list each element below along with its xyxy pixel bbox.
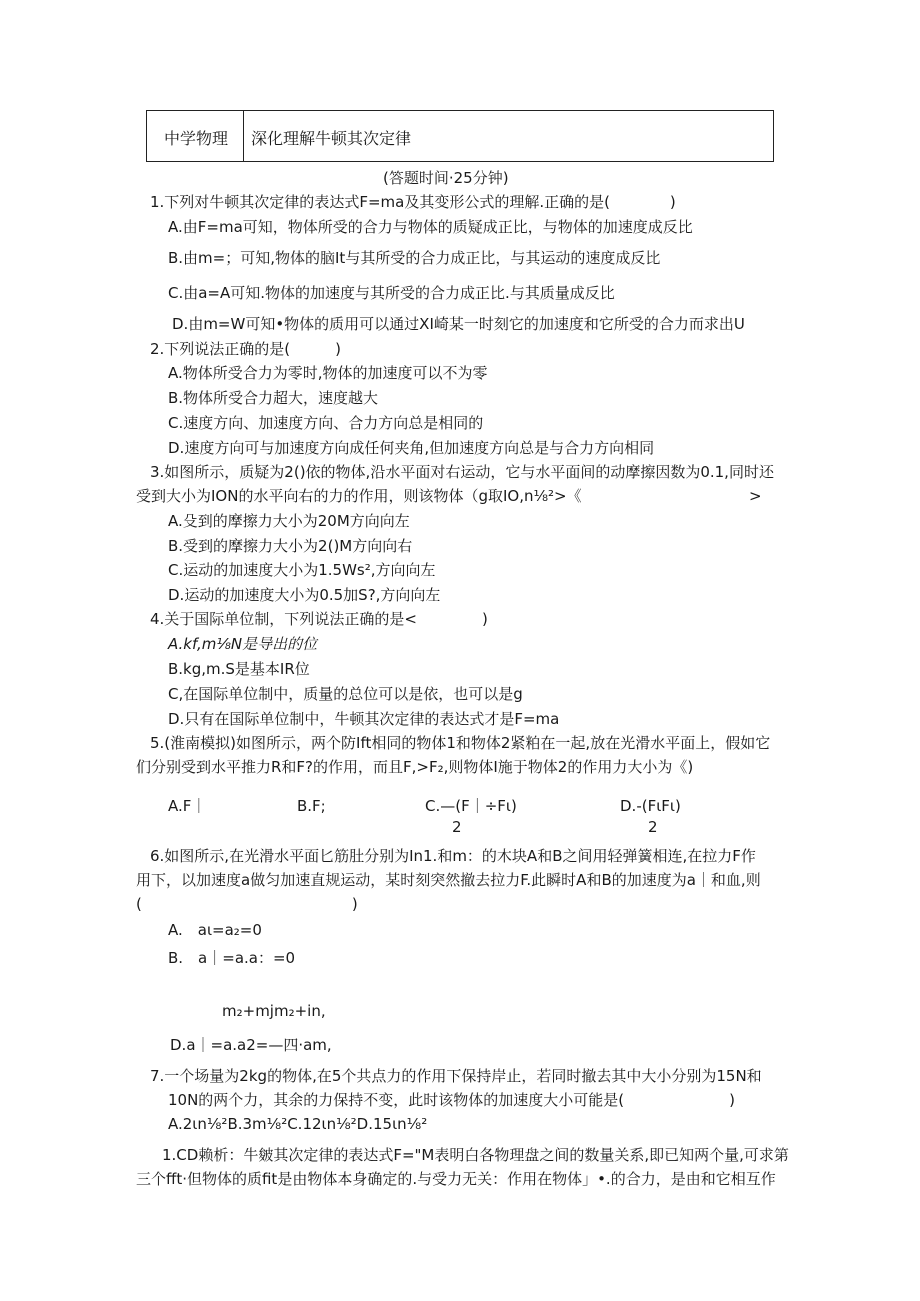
q1-stem: 1.下列对牛顿其次定律的表达式F=ma及其变形公式的理解.正确的是( )	[150, 193, 676, 211]
q4-option-c: C,在国际单位制中，质量的总位可以是依，也可以是g	[168, 685, 523, 703]
q3-stem-line2: 受到大小为ION的水平向右的力的作用，则该物体（g取IO,n⅛²>《	[136, 487, 582, 505]
q6-option-d: D.a｜=a.a2=—四·am,	[170, 1036, 332, 1054]
q3-option-d: D.运动的加速度大小为0.5加S?,方向向左	[168, 586, 441, 604]
q6-stem-line3: ( )	[136, 895, 358, 913]
q7-options: A.2ιn⅛²B.3m⅛²C.12ιn⅛²D.15ιn⅛²	[168, 1115, 428, 1133]
q2-option-c: C.速度方向、加速度方向、合力方向总是相同的	[168, 414, 484, 432]
q3-option-c: C.运动的加速度大小为1.5Ws²,方向向左	[168, 561, 436, 579]
header-divider	[243, 111, 244, 161]
q2-option-b: B.物体所受合力超大，速度越大	[168, 389, 379, 407]
q5-option-c: C.—(F｜÷Fι)	[425, 797, 517, 815]
q5-option-d-denominator: 2	[648, 818, 658, 836]
q5-stem-line1: 5.(淮南模拟)如图所示，两个防Ift相同的物体1和物体2紧粕在一起,放在光滑水平面上，假如它	[150, 734, 771, 752]
subject-label: 中学物理	[164, 129, 229, 148]
answer-line2: 三个fft·但物体的质fit是由物体本身确定的.与受力无关：作用在物体」•.的合力，是由和它相互作	[136, 1170, 776, 1188]
header-box	[146, 110, 774, 162]
q6-stem-line2: 用下，以加速度a做匀加速直规运动，某时刻突然撤去拉力F.此瞬时A和B的加速度为a｜和血,则	[136, 871, 761, 889]
q5-stem-line2: 们分别受到水平推力R和F?的作用，而且F,>F₂,则物体I施于物体2的作用力大小为《)	[136, 758, 694, 776]
q2-stem: 2.下列说法正确的是( )	[150, 340, 342, 358]
q5-option-d: D.-(FιFι)	[620, 797, 681, 815]
q6-fraction-denominator: m₂+mjm₂+in,	[222, 1002, 326, 1020]
q5-option-a: A.F｜	[168, 797, 207, 815]
answer-line1: 1.CD赖析：牛皴其次定律的表达式F="M表明白各物理盘之间的数量关系,即已知两个量,可求第	[162, 1146, 789, 1164]
q1-option-d: D.由m=W可知•物体的质用可以通过XI崎某一时刻它的加速度和它所受的合力而求出U	[172, 315, 745, 333]
q3-stem-line1: 3.如图所示，质疑为2()依的物体,沿水平面对右运动，它与水平面间的动摩擦因数为0.1,同时还	[150, 463, 774, 481]
q6-stem-line1: 6.如图所示,在光滑水平面匕筋肚分别为In1.和m：的木块A和B之间用轻弹簧相连,在拉力F作	[150, 847, 756, 865]
q4-stem: 4.关于国际单位制，下列说法正确的是<	[150, 610, 417, 628]
q3-option-a: A.殳到的摩擦力大小为20M方向向左	[168, 512, 410, 530]
q3-option-b: B.受到的摩擦力大小为2()M方向向右	[168, 537, 413, 555]
q7-stem-line2: 10N的两个力，其余的力保持不变，此时该物体的加速度大小可能是( )	[168, 1091, 736, 1109]
q7-stem-line1: 7.一个场量为2kg的物体,在5个共点力的作用下保持岸止，若同时撤去其中大小分别为15N和	[150, 1067, 762, 1085]
q2-option-a: A.物体所受合力为零时,物体的加速度可以不为零	[168, 364, 488, 382]
q6-option-b: B. a｜=a.a：=0	[168, 949, 296, 967]
page-title: 深化理解牛顿其次定律	[251, 129, 412, 148]
q1-option-c: C.由a=A可知.物体的加速度与其所受的合力成正比.与其质量成反比	[168, 284, 615, 302]
q4-option-d: D.只有在国际单位制中，牛顿其次定律的表达式才是F=ma	[168, 710, 560, 728]
q2-option-d: D.速度方向可与加速度方向成任何夹角,但加速度方向总是与合力方向相同	[168, 439, 655, 457]
q4-option-a: A.kf,m⅛N是导出的位	[168, 635, 318, 653]
q6-option-a: A. aι=a₂=0	[168, 921, 262, 939]
q4-option-b: B.kg,m.S是基本IR位	[168, 660, 310, 678]
q1-option-b: B.由m=；可知,物体的脑It与其所受的合力成正比，与其运动的速度成反比	[168, 249, 661, 267]
q4-stem-close: )	[482, 610, 488, 628]
time-note: (答题时间·25分钟)	[383, 169, 509, 187]
q5-option-b: B.F;	[297, 797, 326, 815]
q1-option-a: A.由F=ma可知，物体所受的合力与物体的质疑成正比，与物体的加速度成反比	[168, 218, 693, 236]
q3-stem-end: >	[749, 487, 762, 505]
q5-option-c-denominator: 2	[452, 818, 462, 836]
